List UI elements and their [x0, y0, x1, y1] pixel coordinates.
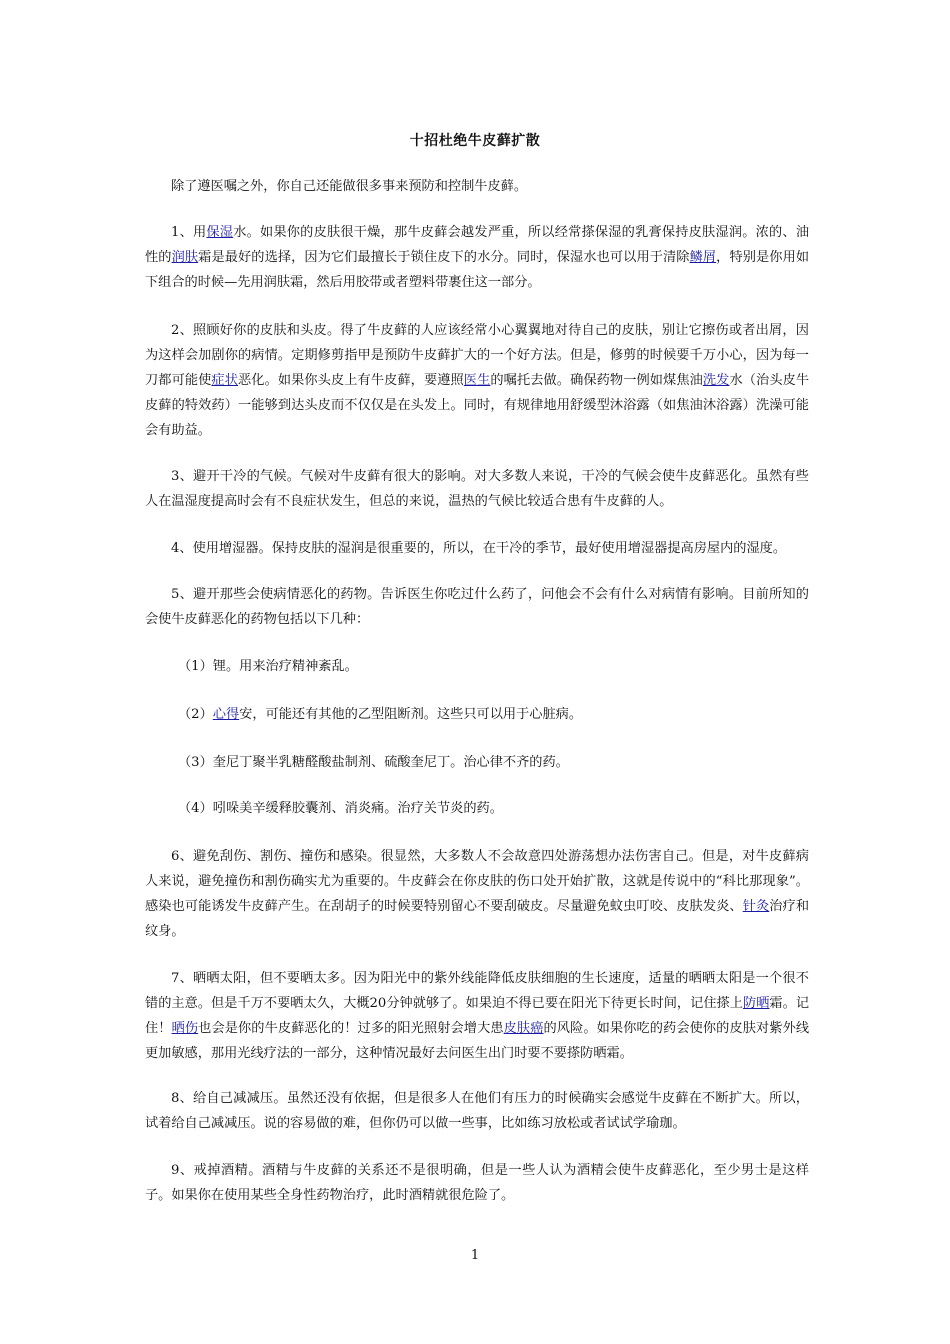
link-propranolol[interactable]: 心得	[212, 707, 240, 722]
link-symptoms[interactable]: 症状	[211, 373, 238, 388]
text-run: 水。如果你的皮肤很干燥，那牛皮藓会越发严重，所以经常搽保湿的乳膏保持皮肤湿润。浓的、油性的	[145, 225, 810, 265]
text-run: 也会是你的牛皮藓恶化的！过多的阳光照射会增大患	[198, 1021, 504, 1036]
tip-9-paragraph: 9、戒掉酒精。酒精与牛皮藓的关系还不是很明确，但是一些人认为酒精会使牛皮藓恶化，至少男士是这样子。如果你在使用某些全身性药物治疗，此时酒精就很危险了。	[145, 1163, 809, 1203]
text-run: 的嘱托去做。确保药物一例如煤焦油	[490, 373, 703, 388]
text-run: 霜。记住！	[145, 996, 810, 1036]
text-run: ，特别是你用如下组合的时候—先用润肤霜，然后用胶带或者塑料带裹住这一部分。	[145, 250, 810, 290]
tip-7-paragraph	[145, 966, 809, 1066]
page-title: 十招杜绝牛皮藓扩散	[409, 133, 541, 149]
tip-5-paragraph: 5、避开那些会使病情恶化的药物。告诉医生你吃过什么药了，问他会不会有什么对病情有影响。目前所知的会使牛皮藓恶化的药物包括以下几种：	[145, 587, 809, 627]
drug-item-4: （4）吲哚美辛缓释胶囊剂、消炎痛。治疗关节炎的药。	[178, 801, 503, 816]
link-moisturize[interactable]: 保湿	[206, 225, 234, 240]
tip-8-paragraph: 8、给自己减减压。虽然还没有依据，但是很多人在他们有压力的时候确实会感觉牛皮藓在不断扩大。所以，试着给自己减减压。说的容易做的难，但你仍可以做一些事，比如练习放松或者试试学瑜珈。	[145, 1091, 809, 1131]
text-run: 水（治头皮牛皮藓的特效药）一能够到达头皮而不仅仅是在头发上。同时，有规律地用舒缓型沐浴露（如焦油沐浴露）洗澡可能会有助益。	[145, 373, 810, 438]
tip-1-paragraph	[145, 220, 809, 295]
text-run: 1、用	[171, 225, 207, 240]
tip-4-paragraph: 4、使用增湿器。保持皮肤的湿润是很重要的，所以，在干冷的季节，最好使用增湿器提高房屋内的湿度。	[171, 541, 787, 556]
drug-item-3: （3）奎尼丁聚半乳糖醛酸盐制剂、硫酸奎尼丁。治心律不齐的药。	[178, 755, 569, 770]
intro-paragraph: 除了遵医嘱之外，你自己还能做很多事来预防和控制牛皮藓。	[171, 179, 528, 194]
text-run: 的风险。如果你吃的药会使你的皮肤对紫外线更加敏感，那用光线疗法的一部分，这种情况最好去问医生出门时要不要搽防晒霜。	[145, 1021, 810, 1061]
drug-item-1: （1）锂。用来治疗精神紊乱。	[178, 659, 358, 674]
link-sunburn[interactable]: 晒伤	[171, 1021, 199, 1036]
link-doctor[interactable]: 医生	[463, 373, 491, 388]
text-run: （2）	[178, 707, 213, 722]
link-sunscreen[interactable]: 防晒	[742, 996, 770, 1011]
text-run: 霜是最好的选择，因为它们最擅长于锁住皮下的水分。同时，保湿水也可以用于清除	[198, 250, 690, 265]
tip-6-paragraph	[145, 844, 809, 944]
tip-3-paragraph: 3、避开干冷的气候。气候对牛皮藓有很大的影响。对大多数人来说，干冷的气候会使牛皮藓恶化。虽然有些人在温湿度提高时会有不良症状发生，但总的来说，温热的气候比较适合患有牛皮藓的人。	[145, 469, 809, 509]
drug-item-2	[178, 702, 808, 727]
text-run: 恶化。如果你头皮上有牛皮藓，要遵照	[238, 373, 464, 388]
tip-2-paragraph	[145, 318, 809, 443]
page-number: 1	[470, 1248, 480, 1263]
link-emollient[interactable]: 润肤	[171, 250, 199, 265]
text-run: 2、照顾好你的皮肤和头皮。得了牛皮藓的人应该经常小心翼翼地对待自己的皮肤，别让它擦伤或者出屑，因为这样会加剧你的病情。定期修剪指甲是预防牛皮藓扩大的一个好方法。但是，修剪的时候要千万小心，因为每一刀都可能使	[145, 323, 809, 388]
text-run: 治疗和纹身。	[145, 899, 810, 939]
text-run: 7、晒晒太阳，但不要晒太多。因为阳光中的紫外线能降低皮肤细胞的生长速度，适量的晒晒太阳是一个很不错的主意。但是千万不要晒太久，大概20分钟就够了。如果迫不得已要在阳光下待更长时间，记住搽上	[145, 971, 809, 1011]
link-scales[interactable]: 鳞屑	[689, 250, 717, 265]
link-acupuncture[interactable]: 针灸	[742, 899, 770, 914]
link-shampoo[interactable]: 洗发	[702, 373, 730, 388]
link-skin-cancer[interactable]: 皮肤癌	[503, 1021, 544, 1036]
text-run: 安，可能还有其他的乙型阻断剂。这些只可以用于心脏病。	[239, 707, 583, 722]
text-run: 6、避免刮伤、割伤、撞伤和感染。很显然，大多数人不会故意四处游荡想办法伤害自己。但是，对牛皮藓病人来说，避免撞伤和割伤确实尤为重要的。牛皮藓会在你皮肤的伤口处开始扩散，这就是传说中的“科比那现象”。感染也可能诱发牛皮藓产生。在刮胡子的时候要特别留心不要刮破皮。尽量避免蚊虫叮咬、皮肤发炎、	[145, 849, 809, 914]
